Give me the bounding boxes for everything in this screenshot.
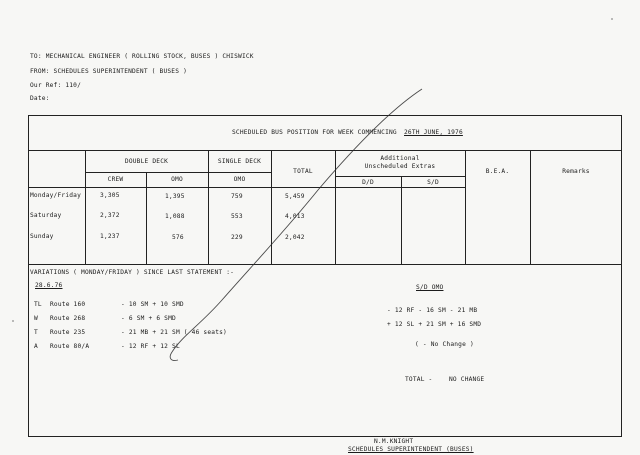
week-commencing: 26TH JUNE, 1976 <box>404 129 463 136</box>
variations-date: 28.6.76 <box>35 282 63 289</box>
header-dd: D/D <box>362 179 374 186</box>
row-total: 4,013 <box>285 213 305 220</box>
header-single-deck: SINGLE DECK <box>217 158 262 165</box>
route-change: - 12 RF + 12 SL <box>121 343 180 350</box>
route-code: W <box>34 315 38 322</box>
row-crew: 1,237 <box>100 233 120 240</box>
sd-omo-heading: S/D OMO <box>416 284 444 291</box>
sd-omo-line: - 12 RF - 16 SM - 21 MB <box>387 307 478 314</box>
table-title: SCHEDULED BUS POSITION FOR WEEK COMMENCING <box>232 129 397 136</box>
route-change: - 10 SM + 10 SMD <box>121 301 184 308</box>
row-crew: 3,305 <box>100 192 120 199</box>
row-omo: 1,088 <box>165 213 185 220</box>
signatory-title: SCHEDULES SUPERINTENDENT (BUSES) <box>348 446 474 453</box>
route-number: Route 235 <box>50 329 86 336</box>
header-sd-omo: OMO <box>233 176 246 183</box>
sd-omo-line: + 12 SL + 21 SM + 16 SMD <box>387 321 482 328</box>
route-change: - 21 MB + 21 SM ( 46 seats) <box>121 329 227 336</box>
header-omo: OMO <box>171 176 183 183</box>
header-remarks: Remarks <box>562 168 590 175</box>
no-change-note: ( - No Change ) <box>415 341 474 348</box>
row-sd-omo: 229 <box>231 234 243 241</box>
row-sd-omo: 759 <box>231 193 243 200</box>
scan-speck <box>12 320 14 322</box>
row-omo: 576 <box>172 234 184 241</box>
header-double-deck: DOUBLE DECK <box>124 158 169 165</box>
header-sd: S/D <box>427 179 439 186</box>
variations-heading: VARIATIONS ( MONDAY/FRIDAY ) SINCE LAST STATEMENT :- <box>30 269 235 276</box>
route-number: Route 80/A <box>50 343 90 350</box>
signatory-name: N.M.KNIGHT <box>374 438 414 445</box>
row-crew: 2,372 <box>100 212 120 219</box>
route-change: - 6 SM + 6 SMD <box>121 315 176 322</box>
memo-from: FROM: SCHEDULES SUPERINTENDENT ( BUSES ) <box>30 68 188 75</box>
memo-to: TO: MECHANICAL ENGINEER ( ROLLING STOCK, BUSES ) CHISWICK <box>30 53 254 60</box>
memo-ref: Our Ref: 110/ <box>30 82 82 89</box>
scan-speck <box>611 18 613 20</box>
route-code: T <box>34 329 38 336</box>
route-number: Route 268 <box>50 315 86 322</box>
row-sd-omo: 553 <box>231 213 243 220</box>
total-value: NO CHANGE <box>449 376 485 383</box>
header-crew: CREW <box>107 176 124 183</box>
header-additional: Additional <box>380 155 420 162</box>
route-code: A <box>34 343 38 350</box>
row-total: 2,042 <box>285 234 305 241</box>
header-bea: B.E.A. <box>485 168 510 175</box>
header-total: TOTAL <box>293 168 313 175</box>
row-day: Saturday <box>30 212 62 219</box>
header-unscheduled: Unscheduled Extras <box>364 163 436 170</box>
route-code: TL <box>34 301 42 308</box>
total-label: TOTAL - <box>405 376 433 383</box>
row-omo: 1,395 <box>165 193 185 200</box>
row-day: Sunday <box>30 233 54 240</box>
memo-date: Date: <box>30 95 50 102</box>
row-day: Monday/Friday <box>30 192 82 199</box>
route-number: Route 160 <box>50 301 86 308</box>
row-total: 5,459 <box>285 193 305 200</box>
